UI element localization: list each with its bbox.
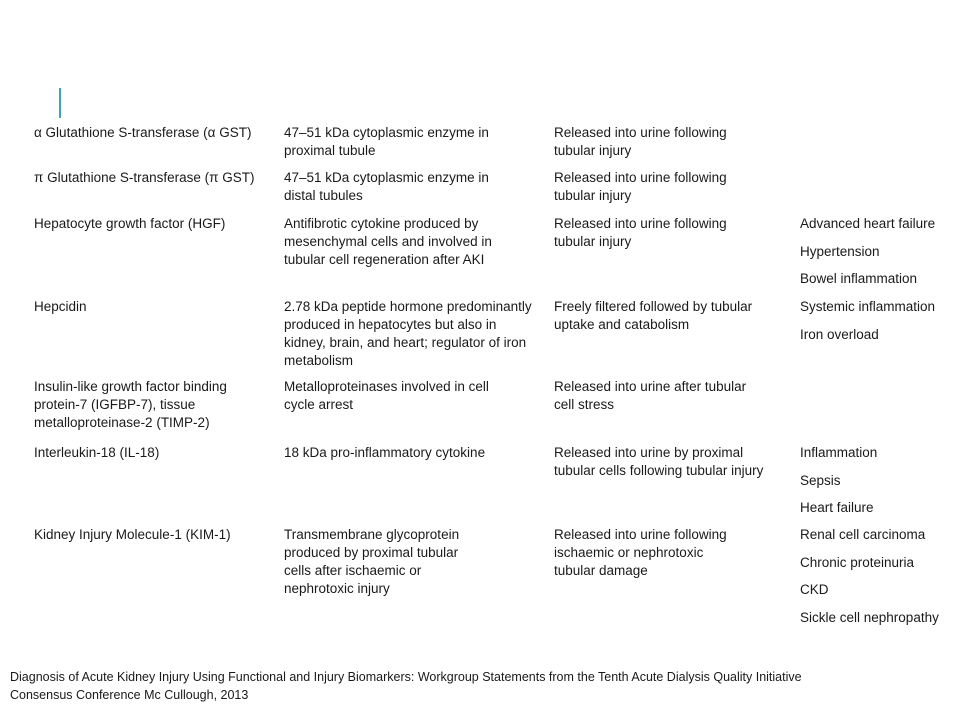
condition-item: Heart failure	[800, 500, 874, 515]
cell-line: Transmembrane glycoprotein	[284, 527, 460, 542]
condition-item: Systemic inflammation	[800, 299, 936, 314]
cell-line: Insulin-like growth factor binding	[34, 379, 227, 394]
description-cell	[284, 124, 546, 160]
cell-line: 47–51 kDa cytoplasmic enzyme in	[284, 170, 489, 185]
title-accent-bar	[59, 88, 61, 118]
mechanism-cell	[554, 124, 794, 160]
mechanism-cell	[554, 378, 794, 414]
condition-item: Sickle cell nephropathy	[800, 609, 939, 625]
cell-line: metabolism	[284, 353, 354, 368]
condition-item: Renal cell carcinoma	[800, 527, 926, 542]
mechanism-cell	[554, 169, 794, 205]
cell-line: metalloproteinase-2 (TIMP-2)	[34, 415, 210, 430]
description-cell	[284, 526, 546, 598]
cell-line: Hepcidin	[34, 299, 87, 314]
description-cell	[284, 215, 546, 269]
biomarker-cell	[34, 444, 274, 462]
condition-item: Hypertension	[800, 243, 880, 259]
cell-line: tubular cells following tubular injury	[554, 463, 764, 478]
conditions-cell	[800, 444, 960, 527]
cell-line: tubular injury	[554, 234, 632, 249]
biomarker-cell	[34, 169, 274, 187]
mechanism-cell	[554, 526, 794, 580]
conditions-cell	[800, 298, 960, 353]
condition-item: CKD	[800, 582, 829, 597]
cell-line: cell stress	[554, 397, 615, 412]
biomarker-cell	[34, 298, 274, 316]
cell-line: 47–51 kDa cytoplasmic enzyme in	[284, 125, 489, 140]
biomarker-cell	[34, 378, 274, 432]
description-cell	[284, 378, 546, 414]
cell-line: Antifibrotic cytokine produced by	[284, 216, 479, 231]
condition-item: Sepsis	[800, 472, 841, 488]
cell-line: mesenchymal cells and involved in	[284, 234, 492, 249]
cell-line: 2.78 kDa peptide hormone predominantly	[284, 299, 532, 314]
biomarker-cell	[34, 124, 274, 142]
cell-line: Released into urine following	[554, 216, 727, 231]
cell-line: cells after ischaemic or	[284, 563, 422, 578]
biomarker-cell	[34, 526, 274, 544]
caption-line-2: Consensus Conference Mc Cullough, 2013	[10, 688, 249, 702]
cell-line: proximal tubule	[284, 143, 376, 158]
cell-line: distal tubules	[284, 188, 363, 203]
cell-line: α Glutathione S-transferase (α GST)	[34, 125, 252, 140]
mechanism-cell	[554, 444, 794, 480]
condition-item: Bowel inflammation	[800, 271, 918, 286]
cell-line: Released into urine following	[554, 527, 727, 542]
conditions-cell	[800, 215, 960, 298]
description-cell	[284, 444, 546, 462]
cell-line: Freely filtered followed by tubular	[554, 299, 753, 314]
cell-line: tubular cell regeneration after AKI	[284, 252, 485, 267]
cell-line: Interleukin-18 (IL-18)	[34, 445, 160, 460]
condition-item: Iron overload	[800, 326, 879, 342]
biomarker-cell	[34, 215, 274, 233]
description-cell	[284, 298, 546, 370]
cell-line: protein-7 (IGFBP-7), tissue	[34, 397, 196, 412]
cell-line: uptake and catabolism	[554, 317, 690, 332]
description-cell	[284, 169, 546, 205]
condition-item: Chronic proteinuria	[800, 554, 915, 570]
mechanism-cell	[554, 298, 794, 334]
condition-item: Advanced heart failure	[800, 216, 936, 231]
conditions-cell	[800, 526, 960, 636]
cell-line: kidney, brain, and heart; regulator of iron	[284, 335, 527, 350]
cell-line: tubular injury	[554, 143, 632, 158]
source-caption	[10, 668, 950, 704]
cell-line: Metalloproteinases involved in cell	[284, 379, 489, 394]
condition-item: Inflammation	[800, 445, 878, 460]
cell-line: Kidney Injury Molecule-1 (KIM-1)	[34, 527, 231, 542]
cell-line: Released into urine following	[554, 125, 727, 140]
cell-line: tubular injury	[554, 188, 632, 203]
cell-line: π Glutathione S-transferase (π GST)	[34, 170, 255, 185]
cell-line: produced by proximal tubular	[284, 545, 459, 560]
cell-line: Released into urine by proximal	[554, 445, 744, 460]
cell-line: ischaemic or nephrotoxic	[554, 545, 704, 560]
cell-line: produced in hepatocytes but also in	[284, 317, 497, 332]
caption-line-1: Diagnosis of Acute Kidney Injury Using Functional and Injury Biomarkers: Workgroup Statements from the Tenth Acute Dialysis Quality Initiative	[10, 670, 802, 684]
cell-line: cycle arrest	[284, 397, 354, 412]
cell-line: 18 kDa pro-inflammatory cytokine	[284, 445, 486, 460]
cell-line: Released into urine following	[554, 170, 727, 185]
cell-line: Hepatocyte growth factor (HGF)	[34, 216, 226, 231]
mechanism-cell	[554, 215, 794, 251]
cell-line: tubular damage	[554, 563, 648, 578]
cell-line: Released into urine after tubular	[554, 379, 747, 394]
cell-line: nephrotoxic injury	[284, 581, 390, 596]
